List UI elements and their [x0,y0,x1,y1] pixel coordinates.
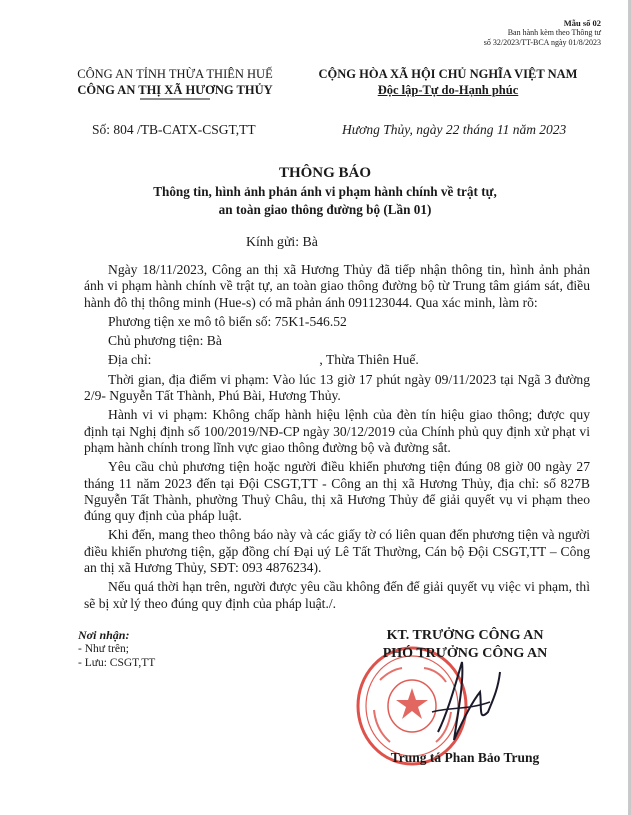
vehicle-line: Phương tiện xe mô tô biển số: 75K1-546.52 [108,313,347,329]
violation-paragraph: Hành vi vi phạm: Không chấp hành hiệu lệnh của đèn tín hiệu giao thông; được quy định tại Nghị định số 100/2019/NĐ-CP ngày 30/12/2019 của Chính phủ quy định xử phạt vi phạm hành chính trong lĩnh vực giao thông đường bộ và đường sắt. [84,407,590,455]
form-ref-line1: Ban hành kèm theo Thông tư [507,28,601,37]
signer-name: Trung tá Phan Bảo Trung [390,750,540,765]
form-reference [484,18,601,48]
distribution-item-2: - Lưu: CSGT,TT [78,657,156,669]
agency-parent: CÔNG AN TỈNH THỪA THIÊN HUẾ [77,67,273,81]
handwritten-signature [428,652,508,747]
notice-subtitle-1: Thông tin, hình ảnh phản ánh vi phạm hành chính về trật tự, [153,184,497,199]
overdue-paragraph: Nếu quá thời hạn trên, người được yêu cầu không đến để giải quyết vụ việc vi phạm, thì sẽ bị xử lý theo đúng quy định của pháp luật./. [84,579,590,611]
address-tail: , Thừa Thiên Huế. [319,352,419,368]
distribution-heading: Nơi nhận: [78,628,130,642]
time-place-paragraph: Thời gian, địa điểm vi phạm: Vào lúc 13 giờ 17 phút ngày 09/11/2023 tại Ngã 3 đường 2/9- Nguyễn Tất Thành, Phú Bài, Hương Thủy. [84,371,590,404]
notice-body [84,262,590,615]
issuing-agency [60,66,290,102]
signatory-line-2: PHÓ TRƯỞNG CÔNG AN [382,646,548,661]
recipient-line: Kính gửi: Bà [246,234,318,249]
agency-underline [60,98,290,102]
distribution-list [78,628,155,670]
address-label: Địa chỉ: [108,352,152,368]
signatory-line-1: KT. TRƯỞNG CÔNG AN [386,628,544,643]
form-ref-line2: số 32/2023/TT-BCA ngày 01/8/2023 [483,38,601,47]
address-line [84,352,590,368]
bring-documents-paragraph: Khi đến, mang theo thông báo này và các giấy tờ có liên quan đến phương tiện và người điều khiển phương tiện, gặp đồng chí Đại uý Lê Tất Thường, Cán bộ Đội CSGT,TT – Công an thị xã Hương Thủy, SĐT: 093 4876234). [84,527,590,576]
request-paragraph: Yêu cầu chủ phương tiện hoặc người điều khiển phương tiện đúng 08 giờ 00 ngày 27 tháng 11 năm 2023 đến tại Đội CSGT,TT - Công an thị xã Hương Thủy, địa chỉ: số 827B Nguyễn Tất Thành, phường Thuỷ Châu, thị xã Hương Thủy để giải quyết vụ vi phạm theo đúng quy định của pháp luật. [84,459,590,524]
national-motto: Độc lập-Tự do-Hạnh phúc [377,83,519,97]
notice-title: THÔNG BÁO [278,165,372,181]
notice-subtitle-2: an toàn giao thông đường bộ (Lần 01) [218,202,432,217]
agency-name: CÔNG AN THỊ XÃ HƯƠNG THỦY [77,83,273,97]
country-name: CỘNG HÒA XÃ HỘI CHỦ NGHĨA VIỆT NAM [318,67,578,81]
document-number: Số: 804 /TB-CATX-CSGT,TT [92,122,256,137]
national-header [298,66,598,98]
form-number: Mẫu số 02 [563,18,601,28]
signatory-title [340,627,590,663]
intro-paragraph: Ngày 18/11/2023, Công an thị xã Hương Thủy đã tiếp nhận thông tin, hình ảnh phản ánh vi phạm hành chính về trật tự, an toàn giao thông đường bộ từ Trung tâm giám sát, điều hành đô thị thông minh (Hue-s) có mã phản ánh 091123044. Qua xác minh, làm rõ: [84,262,590,310]
owner-line: Chủ phương tiện: Bà [108,333,222,349]
document-date: Hương Thủy, ngày 22 tháng 11 năm 2023 [342,122,567,137]
distribution-item-1: - Như trên; [78,643,129,655]
